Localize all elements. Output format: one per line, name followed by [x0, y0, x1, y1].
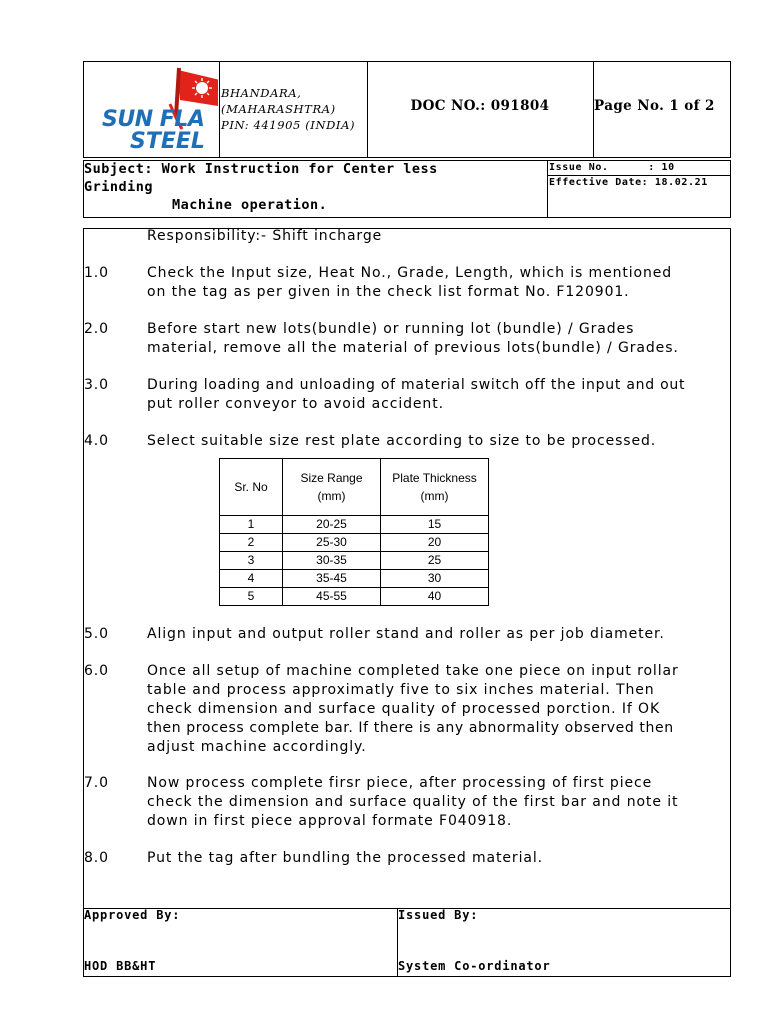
- address-line-3: PIN: 441905 (INDIA): [221, 118, 356, 132]
- step-number-6: 6.0: [84, 663, 109, 679]
- step-5-line-1: Align input and output roller stand and roller as per job diameter.: [147, 626, 665, 642]
- table-cell: 40: [381, 588, 489, 606]
- step-number-8: 8.0: [84, 850, 109, 866]
- header-divider-1: [219, 61, 220, 158]
- company-address: [221, 85, 355, 133]
- approved-by-label: Approved By:: [84, 908, 181, 922]
- table-cell: 35-45: [283, 570, 381, 588]
- table-cell: 15: [381, 516, 489, 534]
- step-7-line-2: check the dimension and surface quality of the first bar and note it: [147, 794, 679, 810]
- address-line-2: (MAHARASHTRA): [221, 102, 336, 116]
- table-row: [220, 516, 489, 534]
- step-6-line-5: adjust machine accordingly.: [147, 739, 367, 755]
- step-7-line-3: down in first piece approval formate F040918.: [147, 813, 513, 829]
- company-logo: [100, 64, 218, 156]
- table-cell: 1: [220, 516, 283, 534]
- table-row: [220, 534, 489, 552]
- page-number: Page No. 1 of 2: [594, 98, 715, 114]
- step-2-line-2: material, remove all the material of previous lots(bundle) / Grades.: [147, 340, 679, 356]
- table-cell: 20: [381, 534, 489, 552]
- subject-line-1: Subject: Work Instruction for Center less: [84, 161, 438, 177]
- header-plate-thickness: Plate Thickness (mm): [381, 459, 489, 516]
- step-3-line-2: put roller conveyor to avoid accident.: [147, 396, 444, 412]
- step-4-line-1: Select suitable size rest plate according to size to be processed.: [147, 433, 657, 449]
- step-number-7: 7.0: [84, 775, 109, 791]
- responsibility-text: Responsibility:- Shift incharge: [147, 228, 383, 244]
- step-1-line-1: Check the Input size, Heat No., Grade, Length, which is mentioned: [147, 265, 673, 281]
- logo-text-line1: SUN FLA: [102, 107, 205, 132]
- plate-thickness-table: [219, 458, 489, 606]
- step-8-line-1: Put the tag after bundling the processed material.: [147, 850, 543, 866]
- header-sr-no: Sr. No: [220, 459, 283, 516]
- step-number-3: 3.0: [84, 377, 109, 393]
- effective-date: Effective Date: 18.02.21: [549, 177, 708, 188]
- subject-line-3: Machine operation.: [172, 197, 328, 213]
- table-cell: 4: [220, 570, 283, 588]
- step-number-1: 1.0: [84, 265, 109, 281]
- approved-by-name: HOD BB&HT: [84, 959, 157, 973]
- issue-number: Issue No. : 10: [549, 162, 675, 173]
- step-6-line-3: check dimension and surface quality of processed porction. If OK: [147, 701, 661, 717]
- header-size-range: Size Range (mm): [283, 459, 381, 516]
- logo-text-line2: STEEL: [130, 129, 205, 154]
- step-number-4: 4.0: [84, 433, 109, 449]
- table-cell: 30: [381, 570, 489, 588]
- table-cell: 45-55: [283, 588, 381, 606]
- subject-divider: [547, 160, 548, 218]
- step-6-line-4: then process complete bar. If there is any abnormality observed then: [147, 720, 674, 736]
- table-row: [220, 570, 489, 588]
- table-cell: 20-25: [283, 516, 381, 534]
- table-cell: 30-35: [283, 552, 381, 570]
- step-number-5: 5.0: [84, 626, 109, 642]
- step-6-line-2: table and process approximatly five to six inches material. Then: [147, 682, 655, 698]
- table-row: [220, 588, 489, 606]
- table-cell: 5: [220, 588, 283, 606]
- step-2-line-1: Before start new lots(bundle) or running lot (bundle) / Grades: [147, 321, 635, 337]
- doc-number: DOC NO.: 091804: [410, 98, 550, 114]
- table-header-row: [220, 459, 489, 516]
- issued-by-name: System Co-ordinator: [398, 959, 551, 973]
- table-row: [220, 552, 489, 570]
- issued-by-label: Issued By:: [398, 908, 479, 922]
- table-cell: 3: [220, 552, 283, 570]
- subject-line-2: Grinding: [84, 179, 154, 195]
- step-1-line-2: on the tag as per given in the check list format No. F120901.: [147, 284, 630, 300]
- step-number-2: 2.0: [84, 321, 109, 337]
- step-6-line-1: Once all setup of machine completed take one piece on input rollar: [147, 663, 679, 679]
- step-7-line-1: Now process complete firsr piece, after processing of first piece: [147, 775, 653, 791]
- table-cell: 25-30: [283, 534, 381, 552]
- table-cell: 2: [220, 534, 283, 552]
- step-3-line-1: During loading and unloading of material switch off the input and out: [147, 377, 686, 393]
- table-cell: 25: [381, 552, 489, 570]
- address-line-1: BHANDARA,: [221, 86, 302, 100]
